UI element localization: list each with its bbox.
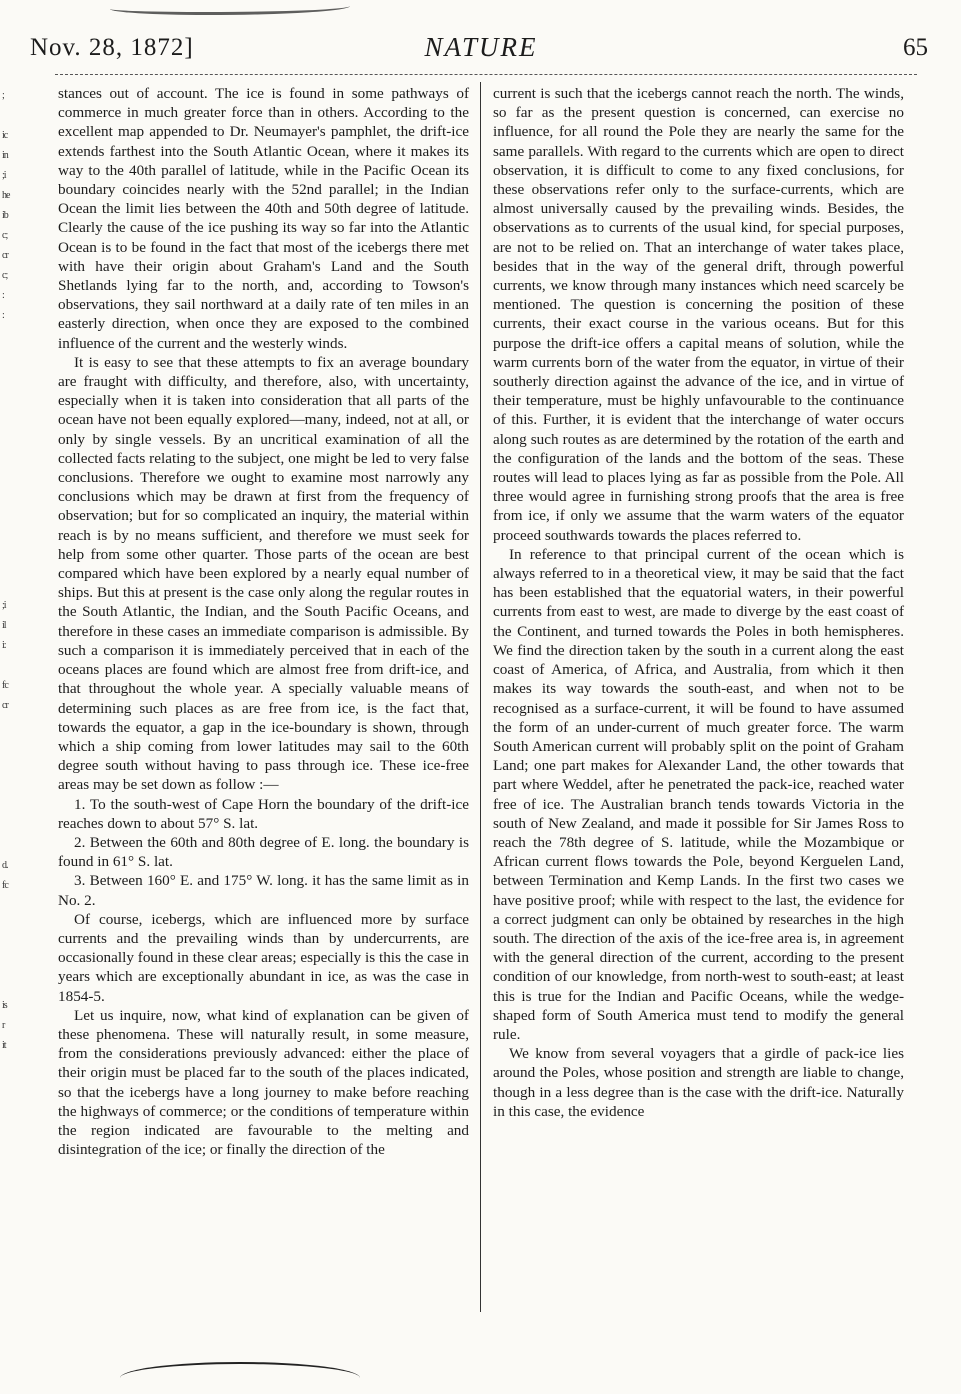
paragraph: In reference to that principal current of the ocean which is always referred to in a theoretical view, it may be said that the fact has been established that the equatorial waters, in their powerful currents from east to west, are made to diverge by the east coast of the Continent, and turned towards the Poles in both hemispheres. We find the direction taken by the south in a current along the east coast of America, of Africa, and Australia, from which it then makes its way towards the south-east, and when not to be recognised as a surface-current, it will be found to have assumed the form of an under-current of much greater force. The warm South American current will probably split on the point of Graham Land; one part makes for Alexander Land, the other towards that part where Weddel, after he penetrated the pack-ice, reached water free of ice. The Australian branch tends towards Victoria in the south of New Zealand, and made it possible for Sir James Ross to reach the 78th degree of S. latitude, while the Mozambique or African current flows towards the Pole, beyond Kerguelen Land, between Termination and Kemp Lands. In the first two cases we have positive proof; while with respect to the last, the evidence for a correct judgment can only be obtained by researches in the high south. The direction of the axis of the ice-free area is, in agreement with the general direction of the current, according to the present condition of our knowledge, from north-west to south-east; at least this is true for the Indian and Pacific Oceans, while the wedge-shaped form of South America must tend to modify the general rule. bbox=[493, 545, 904, 1043]
paragraph: Let us inquire, now, what kind of explanation can be given of these phenomena. These will naturally result, in some measure, from the considerations previously advanced: either the place of their origin must be placed far to the south of the places indicated, so that the icebergs have a long journey to make before reaching the highways of commerce; or the conditions of temperature within the region indicated are favourable to the melting and disintegration of the ice; or finally the direction of the bbox=[58, 1006, 469, 1159]
right-column bbox=[493, 84, 904, 1121]
list-item: 3. Between 160° E. and 175° W. long. it has the same limit as in No. 2. bbox=[58, 872, 469, 909]
adjacent-page-margin: ; ic in ;i he ib c; cr c; : : ;i il i: fc cr d. fc is r it bbox=[2, 90, 10, 1051]
header-rule bbox=[55, 74, 917, 75]
top-decorative-rule bbox=[110, 0, 350, 15]
paragraph: Of course, icebergs, which are influenced more by surface currents and the prevailing winds than by undercurrents, are occasionally found in these clear areas; especially is this the case in years which are exceptionally abundant in ice, as was the case in 1854-5. bbox=[58, 910, 469, 1005]
paragraph: It is easy to see that these attempts to fix an average boundary are fraught with difficulty, and therefore, also, with uncertainty, especially when it is taken into consideration that all parts of the ocean have not been equally explored—many, indeed, not at all, or only by single vessels. By an uncritical examination of all the collected facts relating to the subject, one might be led to very false conclusions. Therefore we ought to examine most narrowly any conclusions which may be drawn at first from the frequency of observation; but for so complicated an inquiry, the material within reach is by no means sufficient, and therefore we must seek for help from some other quarter. Those parts of the ocean are best compared which have been explored by a nearly equal number of ships. But this at present is the case only along the regular routes in the South Atlantic, the Indian, and the South Pacific Oceans, and therefore in these cases an immediate comparison is admissible. By such a comparison it is immediately perceived that in each of the oceans places are found which are almost free from drift-ice, and that throughout the whole year. A specially valuable means of determining such places as are free from ice, is the fact that, towards the equator, a gap in the ice-boundary is shown, through which a ship coming from lower latitudes may sail to the 60th degree south without having to pass through ice. These ice-free areas may be set down as follow :— bbox=[58, 353, 469, 794]
bottom-decorative-arc bbox=[120, 1362, 360, 1394]
page-number: 65 bbox=[903, 34, 928, 61]
page-header bbox=[30, 30, 932, 70]
list-item: 2. Between the 60th and 80th degree of E. long. the boundary is found in 61° S. lat. bbox=[58, 833, 469, 871]
journal-title: NATURE bbox=[424, 32, 538, 62]
column-divider bbox=[480, 82, 481, 1312]
list-item: 1. To the south-west of Cape Horn the boundary of the drift-ice reaches down to about 57° S. lat. bbox=[58, 795, 469, 832]
paragraph: stances out of account. The ice is found in some pathways of commerce in much greater force than in others. According to the excellent map appended to Dr. Neumayer's pamphlet, the drift-ice extends farthest into the South Atlantic Ocean, where it makes its way to the 40th parallel of latitude, while in the Pacific Ocean its boundary coincides nearly with the 52nd parallel; in the Indian Ocean the limit lies between the 40th and 50th degree of latitude. Clearly the cause of the ice pushing its way so far into the Atlantic Ocean is to be found in the fact that most of the icebergs there met with have their origin about Graham's Land and the South Shetlands lying far to the north, and, according to Towson's observations, they sail northward at a daily rate of ten miles in an easterly direction, when once they are exposed to the combined influence of the current and the westerly winds. bbox=[58, 85, 469, 352]
paragraph: current is such that the icebergs cannot reach the north. The winds, so far as the present question is concerned, can exercise no influence, for all round the Pole they are nearly the same for the same parallels. With regard to the currents which are open to direct observation, it is difficult to come to any fixed conclusions, for these observations refer only to the surface-currents, which are almost universally caused by the prevailing winds. Besides, the observations as to currents of the usual kind, for special purposes, are not to be relied on. That an interchange of water takes place, besides that in the way of the general drift, through powerful currents, we know through many instances which need scarcely be mentioned. The question is concerning the position of these currents, their exact course in the various oceans. But for this purpose the drift-ice offers a capital means of solution, while the warm currents born of the water from the equator, in virtue of their southerly direction against the advance of the ice, and in virtue of their temperature, must be highly unfavourable to the continuance of this. Further, it is evident that the interchange of water occurs along such routes as are determined by the rotation of the earth and the configuration of the lands and the bottom of the seas. These routes will lead to places lying as far as possible from the Pole. All three would agree in furnishing strong proofs that the area is free from ice, if only we assume that the warm waters of the equator proceed southwards towards the places referred to. bbox=[493, 85, 904, 544]
issue-date: Nov. 28, 1872] bbox=[30, 34, 194, 61]
left-column bbox=[58, 84, 469, 1159]
paragraph: We know from several voyagers that a girdle of pack-ice lies around the Poles, whose position and strength are liable to change, though in a less degree than is the case with the drift-ice. Naturally in this case, the evidence bbox=[493, 1045, 904, 1120]
